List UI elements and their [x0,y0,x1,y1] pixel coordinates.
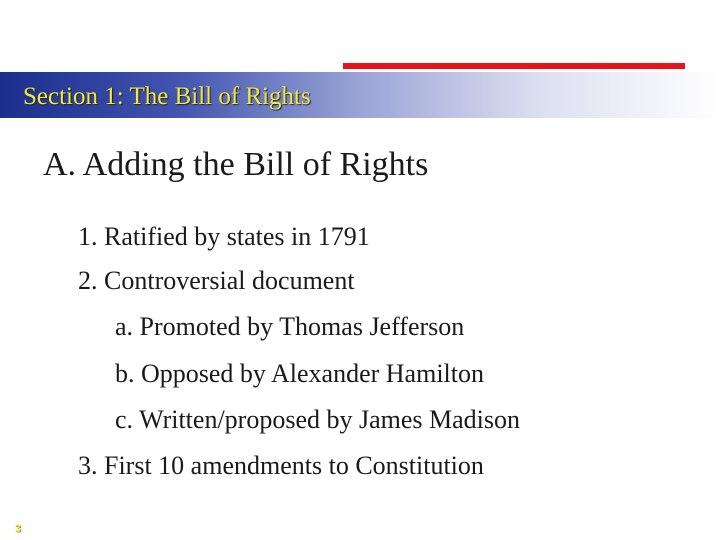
list-item: b. Opposed by Alexander Hamilton [115,359,484,388]
slide-heading: A. Adding the Bill of Rights [43,146,429,183]
list-item: 1. Ratified by states in 1791 [78,222,370,251]
list-item: c. Written/proposed by James Madison [115,405,521,434]
section-title: Section 1: The Bill of Rights [23,83,311,110]
slide-number: 3 [15,523,22,535]
list-item: a. Promoted by Thomas Jefferson [115,312,465,341]
list-item: 2. Controversial document [78,266,355,295]
list-item: 3. First 10 amendments to Constitution [78,451,484,480]
